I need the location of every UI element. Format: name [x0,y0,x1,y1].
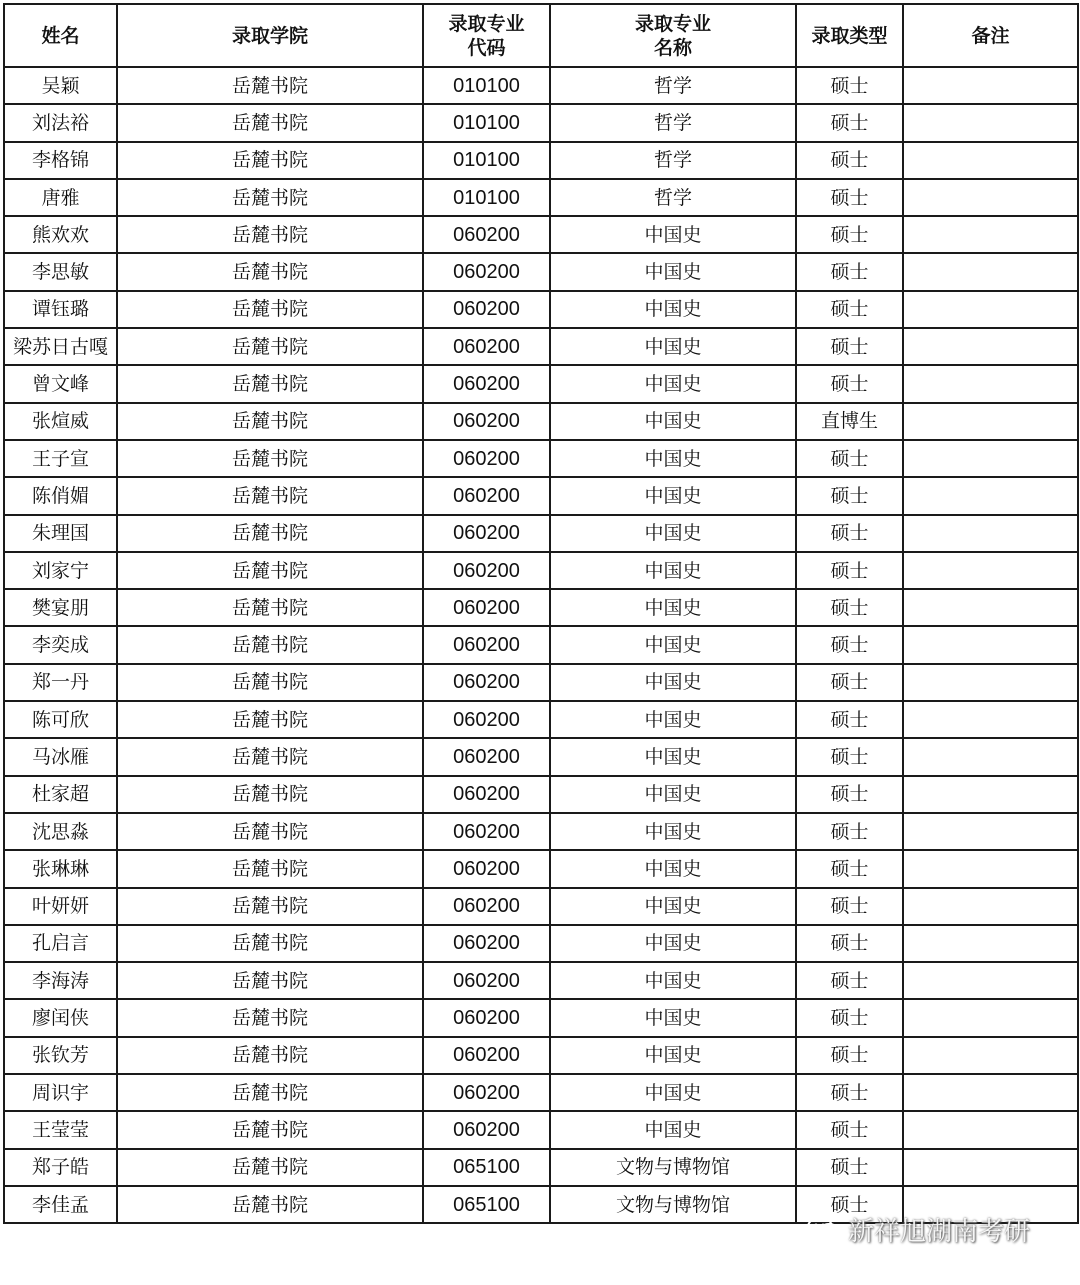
header-college: 录取学院 [117,4,423,67]
table-row [4,477,1078,514]
cell-code: 060200 [423,850,550,887]
table-row [4,216,1078,253]
cell-name: 郑子皓 [4,1149,117,1186]
header-major-name-line2: 名称 [653,36,692,59]
cell-note [903,1186,1078,1223]
cell-name: 廖闰侠 [4,999,117,1036]
cell-code: 010100 [423,142,550,179]
header-major-name-line1: 录取专业 [634,12,711,35]
cell-college: 岳麓书院 [117,477,423,514]
cell-name: 刘法裕 [4,104,117,141]
cell-note [903,1111,1078,1148]
header-major-code-line2: 代码 [467,36,506,59]
cell-code: 060200 [423,1074,550,1111]
cell-major: 文物与博物馆 [550,1149,796,1186]
cell-college: 岳麓书院 [117,253,423,290]
cell-code: 065100 [423,1186,550,1223]
cell-name: 张煊威 [4,403,117,440]
cell-name: 熊欢欢 [4,216,117,253]
cell-note [903,925,1078,962]
cell-name: 朱理国 [4,515,117,552]
cell-code: 060200 [423,552,550,589]
cell-major: 中国史 [550,552,796,589]
table-row [4,664,1078,701]
table-row [4,626,1078,663]
table-row [4,291,1078,328]
cell-name: 王子宣 [4,440,117,477]
cell-college: 岳麓书院 [117,888,423,925]
cell-college: 岳麓书院 [117,179,423,216]
cell-name: 杜家超 [4,776,117,813]
cell-major: 中国史 [550,328,796,365]
cell-major: 中国史 [550,776,796,813]
cell-name: 李奕成 [4,626,117,663]
cell-type: 硕士 [796,626,903,663]
table-row [4,888,1078,925]
cell-note [903,142,1078,179]
table-row [4,552,1078,589]
cell-college: 岳麓书院 [117,142,423,179]
cell-type: 硕士 [796,1074,903,1111]
cell-type: 硕士 [796,515,903,552]
cell-college: 岳麓书院 [117,589,423,626]
cell-college: 岳麓书院 [117,626,423,663]
cell-code: 060200 [423,738,550,775]
cell-college: 岳麓书院 [117,365,423,402]
cell-type: 硕士 [796,589,903,626]
table-row [4,925,1078,962]
cell-note [903,291,1078,328]
table-row [4,999,1078,1036]
cell-type: 硕士 [796,253,903,290]
cell-name: 吴颖 [4,67,117,104]
cell-major: 中国史 [550,1111,796,1148]
cell-code: 060200 [423,216,550,253]
cell-major: 中国史 [550,216,796,253]
table-row [4,403,1078,440]
cell-note [903,440,1078,477]
table-row [4,738,1078,775]
cell-note [903,67,1078,104]
cell-major: 中国史 [550,738,796,775]
cell-major: 哲学 [550,104,796,141]
table-row [4,1074,1078,1111]
table-row [4,850,1078,887]
cell-college: 岳麓书院 [117,1186,423,1223]
cell-college: 岳麓书院 [117,813,423,850]
table-row [4,328,1078,365]
cell-name: 唐雅 [4,179,117,216]
table-row [4,1186,1078,1223]
cell-college: 岳麓书院 [117,664,423,701]
cell-type: 硕士 [796,813,903,850]
cell-code: 060200 [423,776,550,813]
cell-type: 硕士 [796,328,903,365]
cell-college: 岳麓书院 [117,440,423,477]
cell-college: 岳麓书院 [117,776,423,813]
table-row [4,813,1078,850]
cell-note [903,888,1078,925]
table-row [4,253,1078,290]
cell-name: 谭钰璐 [4,291,117,328]
cell-code: 060200 [423,813,550,850]
cell-college: 岳麓书院 [117,925,423,962]
table-row [4,440,1078,477]
cell-code: 060200 [423,328,550,365]
cell-major: 中国史 [550,253,796,290]
cell-name: 张钦芳 [4,1037,117,1074]
cell-name: 李佳孟 [4,1186,117,1223]
cell-major: 中国史 [550,701,796,738]
cell-name: 孔启言 [4,925,117,962]
cell-college: 岳麓书院 [117,962,423,999]
cell-type: 硕士 [796,925,903,962]
cell-type: 硕士 [796,664,903,701]
cell-code: 060200 [423,440,550,477]
cell-note [903,477,1078,514]
cell-code: 060200 [423,403,550,440]
cell-note [903,1074,1078,1111]
cell-type: 硕士 [796,477,903,514]
cell-name: 叶妍妍 [4,888,117,925]
cell-college: 岳麓书院 [117,67,423,104]
cell-type: 硕士 [796,962,903,999]
header-major-code [423,4,550,67]
cell-type: 硕士 [796,1111,903,1148]
admission-table [3,3,1079,1224]
cell-name: 陈俏媚 [4,477,117,514]
cell-type: 硕士 [796,701,903,738]
cell-major: 中国史 [550,291,796,328]
table-row [4,776,1078,813]
cell-note [903,701,1078,738]
cell-name: 沈思淼 [4,813,117,850]
table-row [4,515,1078,552]
cell-type: 硕士 [796,291,903,328]
cell-code: 065100 [423,1149,550,1186]
cell-major: 中国史 [550,515,796,552]
cell-college: 岳麓书院 [117,216,423,253]
cell-name: 马冰雁 [4,738,117,775]
cell-code: 060200 [423,1111,550,1148]
cell-name: 郑一丹 [4,664,117,701]
cell-code: 010100 [423,104,550,141]
cell-type: 硕士 [796,365,903,402]
cell-college: 岳麓书院 [117,291,423,328]
cell-name: 陈可欣 [4,701,117,738]
header-major-name [550,4,796,67]
cell-note [903,328,1078,365]
cell-note [903,850,1078,887]
cell-name: 李格锦 [4,142,117,179]
cell-college: 岳麓书院 [117,1074,423,1111]
table-row [4,962,1078,999]
cell-note [903,552,1078,589]
cell-name: 刘家宁 [4,552,117,589]
table-row [4,589,1078,626]
table-body [4,67,1078,1223]
table-row [4,142,1078,179]
cell-name: 曾文峰 [4,365,117,402]
cell-code: 060200 [423,701,550,738]
cell-major: 中国史 [550,589,796,626]
cell-code: 010100 [423,179,550,216]
cell-type: 硕士 [796,1186,903,1223]
cell-type: 硕士 [796,1149,903,1186]
cell-college: 岳麓书院 [117,850,423,887]
cell-college: 岳麓书院 [117,1037,423,1074]
cell-major: 中国史 [550,1074,796,1111]
cell-note [903,253,1078,290]
cell-type: 硕士 [796,888,903,925]
cell-note [903,664,1078,701]
cell-code: 060200 [423,515,550,552]
table-row [4,1037,1078,1074]
cell-major: 中国史 [550,626,796,663]
cell-note [903,962,1078,999]
cell-note [903,813,1078,850]
cell-name: 李思敏 [4,253,117,290]
cell-type: 硕士 [796,999,903,1036]
cell-code: 060200 [423,1037,550,1074]
cell-note [903,216,1078,253]
table-row [4,179,1078,216]
header-name: 姓名 [4,4,117,67]
cell-note [903,738,1078,775]
cell-type: 硕士 [796,216,903,253]
cell-major: 中国史 [550,962,796,999]
cell-name: 樊宴朋 [4,589,117,626]
cell-major: 中国史 [550,1037,796,1074]
cell-name: 张琳琳 [4,850,117,887]
cell-code: 010100 [423,67,550,104]
cell-note [903,776,1078,813]
cell-name: 李海涛 [4,962,117,999]
cell-code: 060200 [423,365,550,402]
table-row [4,1111,1078,1148]
cell-note [903,626,1078,663]
cell-note [903,104,1078,141]
cell-type: 直博生 [796,403,903,440]
cell-note [903,515,1078,552]
cell-college: 岳麓书院 [117,515,423,552]
cell-note [903,589,1078,626]
cell-type: 硕士 [796,67,903,104]
cell-note [903,179,1078,216]
cell-name: 周识宇 [4,1074,117,1111]
table-row [4,701,1078,738]
cell-major: 哲学 [550,67,796,104]
cell-type: 硕士 [796,776,903,813]
header-type: 录取类型 [796,4,903,67]
cell-major: 中国史 [550,365,796,402]
cell-code: 060200 [423,888,550,925]
cell-college: 岳麓书院 [117,328,423,365]
cell-type: 硕士 [796,440,903,477]
cell-major: 中国史 [550,813,796,850]
cell-major: 中国史 [550,925,796,962]
cell-type: 硕士 [796,738,903,775]
cell-note [903,1149,1078,1186]
watermark-text: 新祥旭湖南考研 [848,1216,1031,1247]
cell-major: 中国史 [550,664,796,701]
cell-code: 060200 [423,253,550,290]
cell-college: 岳麓书院 [117,104,423,141]
header-row [4,4,1078,67]
cell-major: 中国史 [550,440,796,477]
cell-major: 文物与博物馆 [550,1186,796,1223]
cell-major: 中国史 [550,403,796,440]
cell-major: 中国史 [550,477,796,514]
table-row [4,1149,1078,1186]
cell-type: 硕士 [796,850,903,887]
cell-note [903,365,1078,402]
cell-note [903,999,1078,1036]
header-major-code-line1: 录取专业 [448,12,525,35]
cell-code: 060200 [423,962,550,999]
table-row [4,104,1078,141]
cell-college: 岳麓书院 [117,1149,423,1186]
cell-code: 060200 [423,664,550,701]
cell-type: 硕士 [796,179,903,216]
cell-major: 哲学 [550,142,796,179]
cell-college: 岳麓书院 [117,552,423,589]
cell-college: 岳麓书院 [117,403,423,440]
cell-college: 岳麓书院 [117,1111,423,1148]
cell-code: 060200 [423,589,550,626]
cell-major: 中国史 [550,999,796,1036]
cell-type: 硕士 [796,142,903,179]
cell-name: 王莹莹 [4,1111,117,1148]
cell-type: 硕士 [796,552,903,589]
cell-code: 060200 [423,925,550,962]
cell-type: 硕士 [796,1037,903,1074]
header-note: 备注 [903,4,1078,67]
cell-note [903,403,1078,440]
cell-code: 060200 [423,999,550,1036]
cell-college: 岳麓书院 [117,999,423,1036]
cell-college: 岳麓书院 [117,701,423,738]
cell-type: 硕士 [796,104,903,141]
cell-college: 岳麓书院 [117,738,423,775]
cell-major: 中国史 [550,850,796,887]
cell-code: 060200 [423,477,550,514]
cell-note [903,1037,1078,1074]
table-row [4,67,1078,104]
cell-major: 中国史 [550,888,796,925]
cell-name: 梁苏日古嘎 [4,328,117,365]
cell-code: 060200 [423,291,550,328]
table-row [4,365,1078,402]
cell-major: 哲学 [550,179,796,216]
cell-code: 060200 [423,626,550,663]
